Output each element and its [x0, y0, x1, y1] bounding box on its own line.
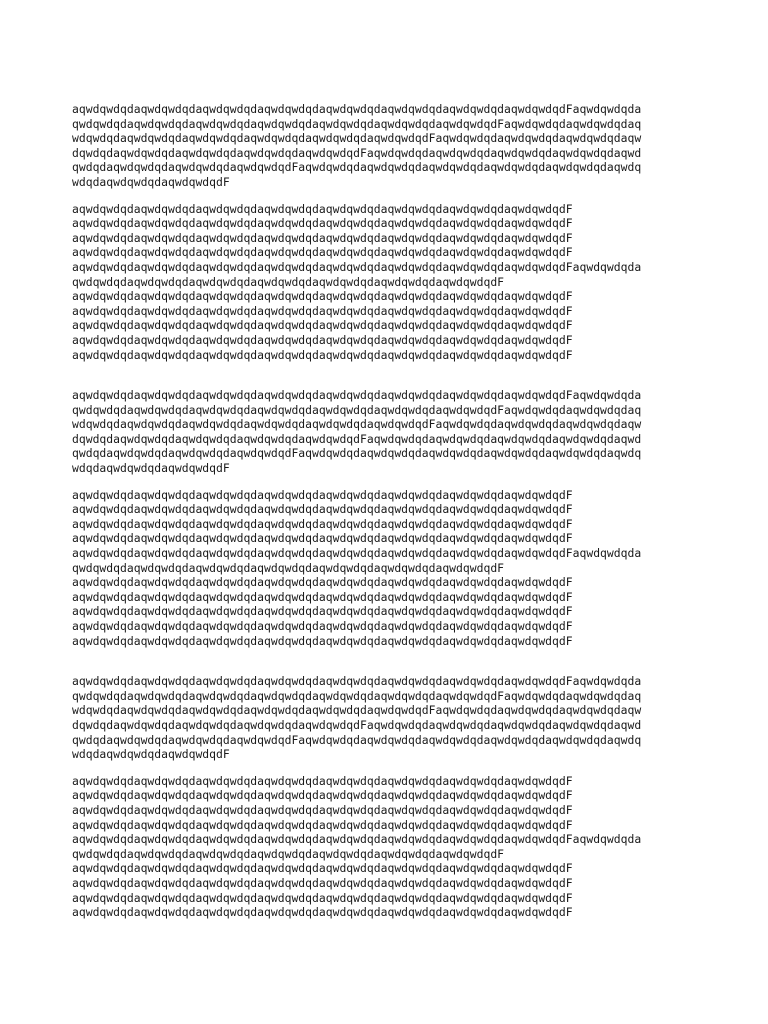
paragraph-spacer: [72, 190, 712, 202]
section-spacer: [72, 648, 712, 674]
text-line: qwdqwdqdaqwdqwdqdaqwdqwdqdaqwdqwdqdaqwdqwdqdaqwdqwdqdaqwdqwdqdF: [72, 274, 505, 289]
text-paragraph: [72, 202, 712, 363]
text-line: aqwdqwdqdaqwdqwdqdaqwdqwdqdaqwdqwdqdaqwdqwdqdaqwdqwdqdaqwdqwdqdaqwdqwdqdF: [72, 531, 573, 546]
text-line: qwdqwdqdaqwdqwdqdaqwdqwdqdaqwdqwdqdaqwdqwdqdaqwdqwdqdaqwdqwdqdFaqwdqwdqdaqwdqwdqdaq: [72, 402, 642, 417]
text-line: aqwdqwdqdaqwdqwdqdaqwdqwdqdaqwdqwdqdaqwdqwdqdaqwdqwdqdaqwdqwdqdaqwdqwdqdF: [72, 589, 573, 604]
text-line: wdqdaqwdqwdqdaqwdqwdqdF: [72, 461, 230, 476]
text-line: aqwdqwdqdaqwdqwdqdaqwdqwdqdaqwdqwdqdaqwdqwdqdaqwdqwdqdaqwdqwdqdaqwdqwdqdF: [72, 861, 573, 876]
text-line: wdqdaqwdqwdqdaqwdqwdqdF: [72, 174, 230, 189]
text-line: aqwdqwdqdaqwdqwdqdaqwdqwdqdaqwdqwdqdaqwdqwdqdaqwdqwdqdaqwdqwdqdaqwdqwdqdF: [72, 289, 573, 304]
text-line: aqwdqwdqdaqwdqwdqdaqwdqwdqdaqwdqwdqdaqwdqwdqdaqwdqwdqdaqwdqwdqdaqwdqwdqdF: [72, 516, 573, 531]
text-line: dqwdqdaqwdqwdqdaqwdqwdqdaqwdqwdqdaqwdqwdqdFaqwdqwdqdaqwdqwdqdaqwdqwdqdaqwdqwdqdaqwd: [72, 431, 642, 446]
text-line: aqwdqwdqdaqwdqwdqdaqwdqwdqdaqwdqwdqdaqwdqwdqdaqwdqwdqdaqwdqwdqdaqwdqwdqdF: [72, 245, 573, 260]
text-line: aqwdqwdqdaqwdqwdqdaqwdqwdqdaqwdqwdqdaqwdqwdqdaqwdqwdqdaqwdqwdqdaqwdqwdqdF: [72, 817, 573, 832]
text-line: aqwdqwdqdaqwdqwdqdaqwdqwdqdaqwdqwdqdaqwdqwdqdaqwdqwdqdaqwdqwdqdaqwdqwdqdF: [72, 905, 573, 920]
text-section: [72, 102, 712, 362]
text-line: qwdqdaqwdqwdqdaqwdqwdqdaqwdqwdqdFaqwdqwdqdaqwdqwdqdaqwdqwdqdaqwdqwdqdaqwdqwdqdaqwdq: [72, 732, 642, 747]
text-line: qwdqwdqdaqwdqwdqdaqwdqwdqdaqwdqwdqdaqwdqwdqdaqwdqwdqdaqwdqwdqdFaqwdqwdqdaqwdqwdqdaq: [72, 116, 642, 131]
text-line: aqwdqwdqdaqwdqwdqdaqwdqwdqdaqwdqwdqdaqwdqwdqdaqwdqwdqdaqwdqwdqdaqwdqwdqdF: [72, 788, 573, 803]
text-line: aqwdqwdqdaqwdqwdqdaqwdqwdqdaqwdqwdqdaqwdqwdqdaqwdqwdqdaqwdqwdqdaqwdqwdqdF: [72, 604, 573, 619]
text-line: aqwdqwdqdaqwdqwdqdaqwdqwdqdaqwdqwdqdaqwdqwdqdaqwdqwdqdaqwdqwdqdaqwdqwdqdF: [72, 802, 573, 817]
text-paragraph: [72, 774, 712, 920]
text-line: aqwdqwdqdaqwdqwdqdaqwdqwdqdaqwdqwdqdaqwdqwdqdaqwdqwdqdaqwdqwdqdaqwdqwdqdF: [72, 216, 573, 231]
text-section: [72, 674, 712, 920]
text-line: dqwdqdaqwdqwdqdaqwdqwdqdaqwdqwdqdaqwdqwdqdFaqwdqwdqdaqwdqwdqdaqwdqwdqdaqwdqwdqdaqwd: [72, 145, 642, 160]
text-paragraph: [72, 388, 712, 476]
text-paragraph: [72, 674, 712, 762]
text-line: wdqwdqdaqwdqwdqdaqwdqwdqdaqwdqwdqdaqwdqwdqdaqwdqwdqdFaqwdqwdqdaqwdqwdqdaqwdqwdqdaqw: [72, 417, 642, 432]
text-line: aqwdqwdqdaqwdqwdqdaqwdqwdqdaqwdqwdqdaqwdqwdqdaqwdqwdqdaqwdqwdqdaqwdqwdqdFaqwdqwdqda: [72, 102, 642, 116]
text-line: aqwdqwdqdaqwdqwdqdaqwdqwdqdaqwdqwdqdaqwdqwdqdaqwdqwdqdaqwdqwdqdaqwdqwdqdFaqwdqwdqda: [72, 674, 642, 689]
text-line: aqwdqwdqdaqwdqwdqdaqwdqwdqdaqwdqwdqdaqwdqwdqdaqwdqwdqdaqwdqwdqdaqwdqwdqdFaqwdqwdqda: [72, 832, 642, 847]
text-paragraph: [72, 488, 712, 649]
text-line: aqwdqwdqdaqwdqwdqdaqwdqwdqdaqwdqwdqdaqwdqwdqdaqwdqwdqdaqwdqwdqdaqwdqwdqdFaqwdqwdqda: [72, 388, 642, 403]
text-line: wdqwdqdaqwdqwdqdaqwdqwdqdaqwdqwdqdaqwdqwdqdaqwdqwdqdFaqwdqwdqdaqwdqwdqdaqwdqwdqdaqw: [72, 703, 642, 718]
text-line: qwdqwdqdaqwdqwdqdaqwdqwdqdaqwdqwdqdaqwdqwdqdaqwdqwdqdaqwdqwdqdFaqwdqwdqdaqwdqwdqdaq: [72, 688, 642, 703]
text-line: aqwdqwdqdaqwdqwdqdaqwdqwdqdaqwdqwdqdaqwdqwdqdaqwdqwdqdaqwdqwdqdaqwdqwdqdF: [72, 303, 573, 318]
text-line: qwdqdaqwdqwdqdaqwdqwdqdaqwdqwdqdFaqwdqwdqdaqwdqwdqdaqwdqwdqdaqwdqwdqdaqwdqwdqdaqwdq: [72, 160, 642, 175]
text-line: aqwdqwdqdaqwdqwdqdaqwdqwdqdaqwdqwdqdaqwdqwdqdaqwdqwdqdaqwdqwdqdaqwdqwdqdF: [72, 875, 573, 890]
text-line: aqwdqwdqdaqwdqwdqdaqwdqwdqdaqwdqwdqdaqwdqwdqdaqwdqwdqdaqwdqwdqdaqwdqwdqdF: [72, 230, 573, 245]
paragraph-spacer: [72, 476, 712, 488]
text-line: aqwdqwdqdaqwdqwdqdaqwdqwdqdaqwdqwdqdaqwdqwdqdaqwdqwdqdaqwdqwdqdaqwdqwdqdFaqwdqwdqda: [72, 259, 642, 274]
text-line: aqwdqwdqdaqwdqwdqdaqwdqwdqdaqwdqwdqdaqwdqwdqdaqwdqwdqdaqwdqwdqdaqwdqwdqdF: [72, 633, 573, 648]
text-line: wdqdaqwdqwdqdaqwdqwdqdF: [72, 747, 230, 762]
text-section: [72, 388, 712, 648]
text-line: aqwdqwdqdaqwdqwdqdaqwdqwdqdaqwdqwdqdaqwdqwdqdaqwdqwdqdaqwdqwdqdaqwdqwdqdF: [72, 890, 573, 905]
text-line: aqwdqwdqdaqwdqwdqdaqwdqwdqdaqwdqwdqdaqwdqwdqdaqwdqwdqdaqwdqwdqdaqwdqwdqdF: [72, 619, 573, 633]
text-line: aqwdqwdqdaqwdqwdqdaqwdqwdqdaqwdqwdqdaqwdqwdqdaqwdqwdqdaqwdqwdqdaqwdqwdqdF: [72, 487, 573, 502]
paragraph-spacer: [72, 762, 712, 774]
text-line: qwdqwdqdaqwdqwdqdaqwdqwdqdaqwdqwdqdaqwdqwdqdaqwdqwdqdaqwdqwdqdF: [72, 846, 505, 861]
text-line: aqwdqwdqdaqwdqwdqdaqwdqwdqdaqwdqwdqdaqwdqwdqdaqwdqwdqdaqwdqwdqdaqwdqwdqdF: [72, 332, 573, 347]
text-line: aqwdqwdqdaqwdqwdqdaqwdqwdqdaqwdqwdqdaqwdqwdqdaqwdqwdqdaqwdqwdqdaqwdqwdqdFaqwdqwdqda: [72, 546, 642, 561]
text-line: wdqwdqdaqwdqwdqdaqwdqwdqdaqwdqwdqdaqwdqwdqdaqwdqwdqdFaqwdqwdqdaqwdqwdqdaqwdqwdqdaqw: [72, 131, 642, 146]
text-line: dqwdqdaqwdqwdqdaqwdqwdqdaqwdqwdqdaqwdqwdqdFaqwdqwdqdaqwdqwdqdaqwdqwdqdaqwdqwdqdaqwd: [72, 717, 642, 732]
text-line: qwdqdaqwdqwdqdaqwdqwdqdaqwdqwdqdFaqwdqwdqdaqwdqwdqdaqwdqwdqdaqwdqwdqdaqwdqwdqdaqwdq: [72, 446, 642, 461]
text-line: qwdqwdqdaqwdqwdqdaqwdqwdqdaqwdqwdqdaqwdqwdqdaqwdqwdqdaqwdqwdqdF: [72, 560, 505, 575]
text-line: aqwdqwdqdaqwdqwdqdaqwdqwdqdaqwdqwdqdaqwdqwdqdaqwdqwdqdaqwdqwdqdaqwdqwdqdF: [72, 347, 573, 362]
text-paragraph: [72, 102, 712, 190]
text-line: aqwdqwdqdaqwdqwdqdaqwdqwdqdaqwdqwdqdaqwdqwdqdaqwdqwdqdaqwdqwdqdaqwdqwdqdF: [72, 201, 573, 216]
text-line: aqwdqwdqdaqwdqwdqdaqwdqwdqdaqwdqwdqdaqwdqwdqdaqwdqwdqdaqwdqwdqdaqwdqwdqdF: [72, 318, 573, 333]
section-spacer: [72, 362, 712, 388]
text-line: aqwdqwdqdaqwdqwdqdaqwdqwdqdaqwdqwdqdaqwdqwdqdaqwdqwdqdaqwdqwdqdaqwdqwdqdF: [72, 502, 573, 517]
document-page: [72, 102, 712, 920]
text-line: aqwdqwdqdaqwdqwdqdaqwdqwdqdaqwdqwdqdaqwdqwdqdaqwdqwdqdaqwdqwdqdaqwdqwdqdF: [72, 575, 573, 590]
text-line: aqwdqwdqdaqwdqwdqdaqwdqwdqdaqwdqwdqdaqwdqwdqdaqwdqwdqdaqwdqwdqdaqwdqwdqdF: [72, 773, 573, 788]
